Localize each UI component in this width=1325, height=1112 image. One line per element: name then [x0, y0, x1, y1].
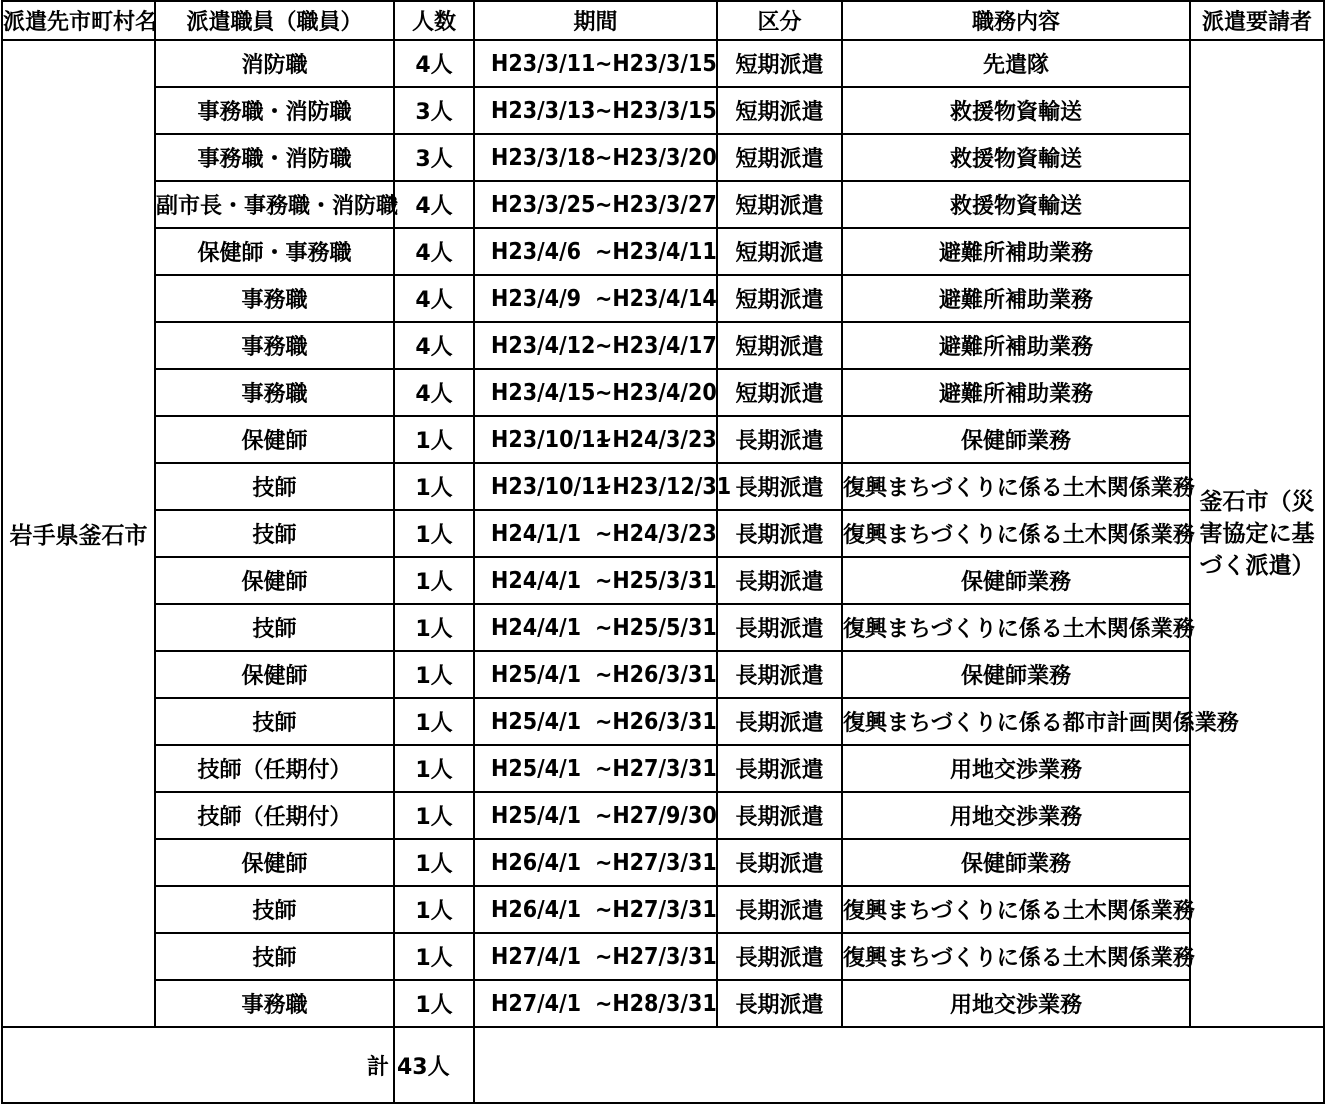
period-start: H27/4/1	[491, 990, 582, 1017]
count-cell: 1人	[394, 651, 474, 698]
header-period: 期間	[474, 1, 717, 40]
duty-cell: 救援物資輸送	[842, 87, 1190, 134]
duty-cell: 保健師業務	[842, 557, 1190, 604]
period-start: H23/4/6	[491, 238, 582, 265]
staff-cell: 事務職	[155, 369, 394, 416]
period-cell	[474, 416, 717, 463]
period-start: H25/4/1	[491, 708, 582, 735]
table-row	[2, 745, 1324, 792]
period-cell	[474, 792, 717, 839]
period-cell	[474, 369, 717, 416]
count-cell: 4人	[394, 181, 474, 228]
period-end: ~H23/4/20	[595, 379, 717, 406]
count-cell: 1人	[394, 604, 474, 651]
header-requester: 派遣要請者	[1190, 1, 1324, 40]
table-row	[2, 369, 1324, 416]
staff-cell: 副市長・事務職・消防職	[155, 181, 394, 228]
duty-cell: 用地交渉業務	[842, 745, 1190, 792]
period-end: ~H27/3/31	[595, 896, 717, 923]
staff-cell: 技師	[155, 698, 394, 745]
staff-cell: 技師	[155, 463, 394, 510]
duty-cell: 用地交渉業務	[842, 980, 1190, 1027]
period-start: H23/4/15	[491, 379, 596, 406]
category-cell: 長期派遣	[717, 604, 842, 651]
total-count: 43人	[394, 1027, 474, 1103]
period-end: ~H23/12/31	[595, 473, 732, 500]
count-cell: 1人	[394, 745, 474, 792]
period-cell	[474, 698, 717, 745]
table-row	[2, 87, 1324, 134]
period-cell	[474, 181, 717, 228]
period-cell	[474, 886, 717, 933]
period-cell	[474, 322, 717, 369]
table-row	[2, 40, 1324, 87]
count-cell: 4人	[394, 40, 474, 87]
period-start: H23/10/11	[491, 426, 610, 453]
category-cell: 長期派遣	[717, 698, 842, 745]
table-row	[2, 557, 1324, 604]
category-cell: 長期派遣	[717, 557, 842, 604]
staff-cell: 保健師	[155, 839, 394, 886]
dispatch-table	[1, 0, 1325, 1104]
period-cell	[474, 134, 717, 181]
period-end: ~H26/3/31	[595, 661, 717, 688]
staff-cell: 保健師	[155, 557, 394, 604]
count-cell: 1人	[394, 886, 474, 933]
duty-cell: 復興まちづくりに係る土木関係業務	[842, 604, 1190, 651]
table-row	[2, 980, 1324, 1027]
staff-cell: 事務職	[155, 275, 394, 322]
duty-cell: 救援物資輸送	[842, 181, 1190, 228]
category-cell: 長期派遣	[717, 745, 842, 792]
duty-cell: 復興まちづくりに係る土木関係業務	[842, 886, 1190, 933]
duty-cell: 用地交渉業務	[842, 792, 1190, 839]
table-row	[2, 228, 1324, 275]
period-cell	[474, 275, 717, 322]
count-cell: 1人	[394, 933, 474, 980]
period-cell	[474, 604, 717, 651]
period-cell	[474, 839, 717, 886]
category-cell: 長期派遣	[717, 510, 842, 557]
header-count: 人数	[394, 1, 474, 40]
category-cell: 長期派遣	[717, 651, 842, 698]
period-start: H24/1/1	[491, 520, 582, 547]
staff-cell: 保健師	[155, 651, 394, 698]
category-cell: 短期派遣	[717, 275, 842, 322]
staff-cell: 事務職	[155, 322, 394, 369]
count-cell: 1人	[394, 416, 474, 463]
period-end: ~H27/3/31	[595, 943, 717, 970]
period-cell	[474, 557, 717, 604]
period-end: ~H26/3/31	[595, 708, 717, 735]
period-start: H23/4/9	[491, 285, 582, 312]
table-row	[2, 322, 1324, 369]
count-cell: 1人	[394, 980, 474, 1027]
duty-cell: 先遣隊	[842, 40, 1190, 87]
period-start: H24/4/1	[491, 567, 582, 594]
staff-cell: 事務職・消防職	[155, 87, 394, 134]
duty-cell: 避難所補助業務	[842, 228, 1190, 275]
category-cell: 長期派遣	[717, 463, 842, 510]
period-end: ~H23/3/27	[595, 191, 717, 218]
period-cell	[474, 40, 717, 87]
table-row	[2, 604, 1324, 651]
table-row	[2, 651, 1324, 698]
period-start: H23/3/18	[491, 144, 596, 171]
period-end: ~H24/3/23	[595, 520, 717, 547]
table-row	[2, 463, 1324, 510]
period-start: H27/4/1	[491, 943, 582, 970]
duty-cell: 避難所補助業務	[842, 275, 1190, 322]
period-end: ~H25/3/31	[595, 567, 717, 594]
category-cell: 短期派遣	[717, 228, 842, 275]
period-start: H25/4/1	[491, 661, 582, 688]
count-cell: 4人	[394, 322, 474, 369]
period-start: H23/4/12	[491, 332, 596, 359]
staff-cell: 技師	[155, 886, 394, 933]
category-cell: 長期派遣	[717, 933, 842, 980]
period-end: ~H23/3/15	[595, 97, 717, 124]
category-cell: 長期派遣	[717, 792, 842, 839]
period-start: H25/4/1	[491, 802, 582, 829]
duty-cell: 復興まちづくりに係る都市計画関係業務	[842, 698, 1190, 745]
category-cell: 長期派遣	[717, 980, 842, 1027]
period-end: ~H23/3/20	[595, 144, 717, 171]
count-cell: 3人	[394, 87, 474, 134]
total-blank	[474, 1027, 1324, 1103]
period-cell	[474, 980, 717, 1027]
total-row	[2, 1027, 1324, 1103]
count-cell: 1人	[394, 792, 474, 839]
count-cell: 4人	[394, 228, 474, 275]
table-row	[2, 698, 1324, 745]
duty-cell: 復興まちづくりに係る土木関係業務	[842, 463, 1190, 510]
header-duty: 職務内容	[842, 1, 1190, 40]
period-cell	[474, 87, 717, 134]
count-cell: 1人	[394, 510, 474, 557]
table-row	[2, 510, 1324, 557]
staff-cell: 保健師・事務職	[155, 228, 394, 275]
header-city: 派遣先市町村名	[2, 1, 155, 40]
period-end: ~H24/3/23	[595, 426, 717, 453]
duty-cell: 救援物資輸送	[842, 134, 1190, 181]
period-start: H26/4/1	[491, 896, 582, 923]
requester-cell: 釜石市（災害協定に基づく派遣）	[1190, 40, 1324, 1027]
duty-cell: 保健師業務	[842, 839, 1190, 886]
period-start: H23/3/13	[491, 97, 596, 124]
header-row	[2, 1, 1324, 40]
staff-cell: 技師	[155, 933, 394, 980]
staff-cell: 技師（任期付）	[155, 792, 394, 839]
period-end: ~H28/3/31	[595, 990, 717, 1017]
category-cell: 長期派遣	[717, 416, 842, 463]
table-row	[2, 792, 1324, 839]
staff-cell: 技師（任期付）	[155, 745, 394, 792]
category-cell: 長期派遣	[717, 839, 842, 886]
period-cell	[474, 651, 717, 698]
category-cell: 短期派遣	[717, 181, 842, 228]
duty-cell: 避難所補助業務	[842, 322, 1190, 369]
total-label: 計	[2, 1027, 394, 1103]
category-cell: 短期派遣	[717, 40, 842, 87]
city-cell: 岩手県釜石市	[2, 40, 155, 1027]
period-start: H25/4/1	[491, 755, 582, 782]
duty-cell: 保健師業務	[842, 416, 1190, 463]
duty-cell: 避難所補助業務	[842, 369, 1190, 416]
period-cell	[474, 463, 732, 510]
category-cell: 短期派遣	[717, 369, 842, 416]
staff-cell: 技師	[155, 604, 394, 651]
period-start: H23/10/11	[491, 473, 610, 500]
count-cell: 4人	[394, 275, 474, 322]
period-start: H24/4/1	[491, 614, 582, 641]
staff-cell: 技師	[155, 510, 394, 557]
period-cell	[474, 510, 717, 557]
period-end: ~H23/3/15	[595, 50, 717, 77]
period-end: ~H23/4/17	[595, 332, 717, 359]
period-start: H23/3/25	[491, 191, 596, 218]
period-end: ~H27/3/31	[595, 755, 717, 782]
period-cell	[474, 933, 717, 980]
table-body	[2, 40, 1324, 1103]
table-row	[2, 134, 1324, 181]
count-cell: 1人	[394, 698, 474, 745]
header-staff: 派遣職員（職員）	[155, 1, 394, 40]
period-end: ~H27/9/30	[595, 802, 717, 829]
period-cell	[474, 228, 717, 275]
period-end: ~H23/4/11	[595, 238, 717, 265]
count-cell: 4人	[394, 369, 474, 416]
staff-cell: 保健師	[155, 416, 394, 463]
category-cell: 長期派遣	[717, 886, 842, 933]
period-start: H26/4/1	[491, 849, 582, 876]
count-cell: 3人	[394, 134, 474, 181]
staff-cell: 事務職	[155, 980, 394, 1027]
duty-cell: 保健師業務	[842, 651, 1190, 698]
header-category: 区分	[717, 1, 842, 40]
count-cell: 1人	[394, 463, 474, 510]
table-row	[2, 416, 1324, 463]
table-row	[2, 275, 1324, 322]
period-end: ~H23/4/14	[595, 285, 717, 312]
period-cell	[474, 745, 717, 792]
table-row	[2, 181, 1324, 228]
category-cell: 短期派遣	[717, 322, 842, 369]
table-row	[2, 839, 1324, 886]
category-cell: 短期派遣	[717, 87, 842, 134]
category-cell: 短期派遣	[717, 134, 842, 181]
staff-cell: 事務職・消防職	[155, 134, 394, 181]
period-start: H23/3/11	[491, 50, 596, 77]
table-row	[2, 886, 1324, 933]
duty-cell: 復興まちづくりに係る土木関係業務	[842, 933, 1190, 980]
period-end: ~H27/3/31	[595, 849, 717, 876]
count-cell: 1人	[394, 557, 474, 604]
count-cell: 1人	[394, 839, 474, 886]
period-end: ~H25/5/31	[595, 614, 717, 641]
staff-cell: 消防職	[155, 40, 394, 87]
table-row	[2, 933, 1324, 980]
duty-cell: 復興まちづくりに係る土木関係業務	[842, 510, 1190, 557]
